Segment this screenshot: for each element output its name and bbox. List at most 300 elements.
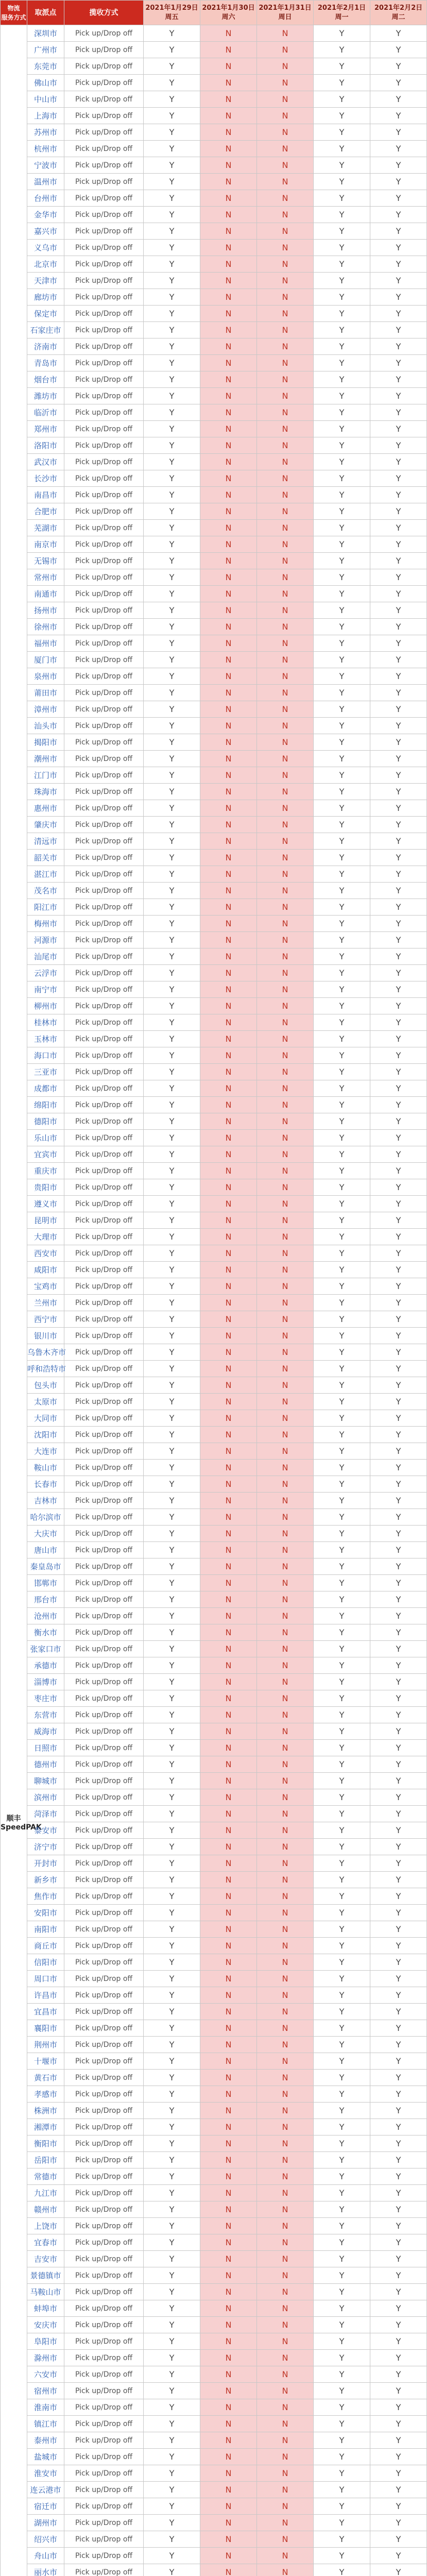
status-cell-date-2: N (200, 1558, 257, 1575)
status-cell-date-1: Y (144, 2218, 200, 2234)
method-cell: Pick up/Drop off (64, 2086, 144, 2103)
status-cell-date-5: Y (370, 2531, 427, 2548)
status-cell-date-3: N (257, 1130, 314, 1146)
method-cell: Pick up/Drop off (64, 487, 144, 503)
table-row (1, 289, 427, 306)
status-cell-date-5: Y (370, 108, 427, 124)
status-cell-date-3: N (257, 1311, 314, 1328)
table-row (1, 2432, 427, 2449)
status-cell-date-5: Y (370, 1113, 427, 1130)
table-row (1, 1328, 427, 1344)
status-cell-date-3: N (257, 1707, 314, 1723)
city-cell: 淄博市 (27, 1674, 64, 1690)
method-cell: Pick up/Drop off (64, 2136, 144, 2152)
status-cell-date-1: Y (144, 850, 200, 866)
status-cell-date-4: Y (314, 273, 370, 289)
table-row (1, 701, 427, 718)
status-cell-date-5: Y (370, 1542, 427, 1558)
table-row (1, 1542, 427, 1558)
table-row (1, 454, 427, 470)
status-cell-date-3: N (257, 2416, 314, 2432)
city-cell: 宿迁市 (27, 2498, 64, 2515)
city-cell: 宝鸡市 (27, 1278, 64, 1295)
status-cell-date-1: Y (144, 1773, 200, 1789)
status-cell-date-2: N (200, 1179, 257, 1196)
method-cell: Pick up/Drop off (64, 1822, 144, 1839)
method-cell: Pick up/Drop off (64, 1806, 144, 1822)
city-cell: 武汉市 (27, 454, 64, 470)
status-cell-date-3: N (257, 1888, 314, 1905)
status-cell-date-5: Y (370, 1657, 427, 1674)
status-cell-date-2: N (200, 2548, 257, 2564)
city-cell: 邯郸市 (27, 1575, 64, 1591)
table-row (1, 1822, 427, 1839)
city-cell: 宁波市 (27, 157, 64, 174)
city-cell: 常州市 (27, 569, 64, 586)
city-cell: 厦门市 (27, 652, 64, 668)
status-cell-date-1: Y (144, 25, 200, 42)
status-cell-date-4: Y (314, 58, 370, 75)
status-cell-date-3: N (257, 883, 314, 899)
city-cell: 遵义市 (27, 1196, 64, 1212)
status-cell-date-5: Y (370, 1493, 427, 1509)
status-cell-date-5: Y (370, 190, 427, 207)
status-cell-date-4: Y (314, 1047, 370, 1064)
status-cell-date-5: Y (370, 619, 427, 635)
status-cell-date-4: Y (314, 75, 370, 91)
method-cell: Pick up/Drop off (64, 371, 144, 388)
status-cell-date-5: Y (370, 2136, 427, 2152)
status-cell-date-2: N (200, 2564, 257, 2576)
city-cell: 天津市 (27, 273, 64, 289)
status-cell-date-2: N (200, 1921, 257, 1938)
status-cell-date-3: N (257, 586, 314, 602)
status-cell-date-2: N (200, 437, 257, 454)
status-cell-date-4: Y (314, 2416, 370, 2432)
status-cell-date-4: Y (314, 1855, 370, 1872)
table-row (1, 520, 427, 536)
status-cell-date-4: Y (314, 207, 370, 223)
city-cell: 济宁市 (27, 1839, 64, 1855)
method-cell: Pick up/Drop off (64, 1394, 144, 1410)
status-cell-date-1: Y (144, 2004, 200, 2020)
method-cell: Pick up/Drop off (64, 1460, 144, 1476)
table-row (1, 2070, 427, 2086)
status-cell-date-3: N (257, 437, 314, 454)
city-cell: 沈阳市 (27, 1427, 64, 1443)
status-cell-date-2: N (200, 2317, 257, 2333)
status-cell-date-3: N (257, 1031, 314, 1047)
city-cell: 东营市 (27, 1707, 64, 1723)
status-cell-date-1: Y (144, 2515, 200, 2531)
table-row (1, 553, 427, 569)
status-cell-date-5: Y (370, 1295, 427, 1311)
status-cell-date-1: Y (144, 998, 200, 1014)
status-cell-date-2: N (200, 685, 257, 701)
status-cell-date-5: Y (370, 1591, 427, 1608)
status-cell-date-4: Y (314, 1690, 370, 1707)
city-cell: 贵阳市 (27, 1179, 64, 1196)
status-cell-date-1: Y (144, 2086, 200, 2103)
status-cell-date-3: N (257, 404, 314, 421)
status-cell-date-3: N (257, 833, 314, 850)
status-cell-date-1: Y (144, 42, 200, 58)
status-cell-date-3: N (257, 2284, 314, 2300)
status-cell-date-4: Y (314, 1954, 370, 1971)
status-cell-date-1: Y (144, 1229, 200, 1245)
table-row (1, 1789, 427, 1806)
city-cell: 西安市 (27, 1245, 64, 1262)
table-row (1, 916, 427, 932)
table-row (1, 1212, 427, 1229)
status-cell-date-5: Y (370, 2053, 427, 2070)
city-cell: 株洲市 (27, 2103, 64, 2119)
status-cell-date-5: Y (370, 2399, 427, 2416)
city-cell: 南宁市 (27, 981, 64, 998)
status-cell-date-1: Y (144, 306, 200, 322)
status-cell-date-2: N (200, 141, 257, 157)
status-cell-date-2: N (200, 75, 257, 91)
city-cell: 荆州市 (27, 2037, 64, 2053)
status-cell-date-4: Y (314, 1163, 370, 1179)
table-row (1, 1938, 427, 1954)
city-cell: 济南市 (27, 338, 64, 355)
city-cell: 绍兴市 (27, 2531, 64, 2548)
status-cell-date-5: Y (370, 883, 427, 899)
status-cell-date-5: Y (370, 2234, 427, 2251)
status-cell-date-4: Y (314, 1641, 370, 1657)
method-cell: Pick up/Drop off (64, 75, 144, 91)
status-cell-date-1: Y (144, 948, 200, 965)
status-cell-date-3: N (257, 1443, 314, 1460)
header-date-3: 2021年1月31日 周日 (257, 1, 314, 25)
city-cell: 深圳市 (27, 25, 64, 42)
status-cell-date-5: Y (370, 981, 427, 998)
status-cell-date-2: N (200, 1855, 257, 1872)
status-cell-date-4: Y (314, 2020, 370, 2037)
status-cell-date-3: N (257, 91, 314, 108)
status-cell-date-5: Y (370, 1905, 427, 1921)
method-cell: Pick up/Drop off (64, 2432, 144, 2449)
method-cell: Pick up/Drop off (64, 1509, 144, 1526)
status-cell-date-3: N (257, 1146, 314, 1163)
status-cell-date-1: Y (144, 338, 200, 355)
method-cell: Pick up/Drop off (64, 701, 144, 718)
table-row (1, 1427, 427, 1443)
status-cell-date-3: N (257, 1526, 314, 1542)
method-cell: Pick up/Drop off (64, 289, 144, 306)
status-cell-date-1: Y (144, 470, 200, 487)
method-cell: Pick up/Drop off (64, 932, 144, 948)
method-cell: Pick up/Drop off (64, 207, 144, 223)
status-cell-date-1: Y (144, 1971, 200, 1987)
status-cell-date-2: N (200, 2037, 257, 2053)
status-cell-date-1: Y (144, 421, 200, 437)
status-cell-date-4: Y (314, 1476, 370, 1493)
status-cell-date-1: Y (144, 619, 200, 635)
status-cell-date-2: N (200, 668, 257, 685)
method-cell: Pick up/Drop off (64, 1558, 144, 1575)
city-cell: 保定市 (27, 306, 64, 322)
status-cell-date-3: N (257, 2234, 314, 2251)
city-cell: 临沂市 (27, 404, 64, 421)
city-cell: 成都市 (27, 1080, 64, 1097)
method-cell: Pick up/Drop off (64, 437, 144, 454)
status-cell-date-2: N (200, 1047, 257, 1064)
method-cell: Pick up/Drop off (64, 2383, 144, 2399)
method-cell: Pick up/Drop off (64, 1987, 144, 2004)
status-cell-date-2: N (200, 2053, 257, 2070)
status-cell-date-1: Y (144, 1179, 200, 1196)
status-cell-date-1: Y (144, 1855, 200, 1872)
status-cell-date-1: Y (144, 1756, 200, 1773)
city-cell: 西宁市 (27, 1311, 64, 1328)
method-cell: Pick up/Drop off (64, 338, 144, 355)
city-cell: 秦皇岛市 (27, 1558, 64, 1575)
status-cell-date-4: Y (314, 2432, 370, 2449)
table-row (1, 1773, 427, 1789)
method-cell: Pick up/Drop off (64, 718, 144, 734)
status-cell-date-1: Y (144, 157, 200, 174)
status-cell-date-2: N (200, 273, 257, 289)
status-cell-date-3: N (257, 1064, 314, 1080)
table-row (1, 223, 427, 240)
status-cell-date-5: Y (370, 1690, 427, 1707)
status-cell-date-3: N (257, 1113, 314, 1130)
method-cell: Pick up/Drop off (64, 2399, 144, 2416)
status-cell-date-5: Y (370, 2317, 427, 2333)
table-row (1, 569, 427, 586)
status-cell-date-4: Y (314, 685, 370, 701)
status-cell-date-2: N (200, 932, 257, 948)
status-cell-date-1: Y (144, 1064, 200, 1080)
method-cell: Pick up/Drop off (64, 1361, 144, 1377)
table-row (1, 1245, 427, 1262)
status-cell-date-2: N (200, 1509, 257, 1526)
status-cell-date-5: Y (370, 2300, 427, 2317)
status-cell-date-1: Y (144, 404, 200, 421)
table-row (1, 1064, 427, 1080)
status-cell-date-1: Y (144, 322, 200, 338)
table-row (1, 2168, 427, 2185)
table-row (1, 1262, 427, 1278)
table-row (1, 371, 427, 388)
status-cell-date-1: Y (144, 1476, 200, 1493)
table-row (1, 1410, 427, 1427)
status-cell-date-3: N (257, 965, 314, 981)
status-cell-date-4: Y (314, 174, 370, 190)
status-cell-date-5: Y (370, 1212, 427, 1229)
table-row (1, 2103, 427, 2119)
header-date-2: 2021年1月30日 周六 (200, 1, 257, 25)
status-cell-date-5: Y (370, 2564, 427, 2576)
status-cell-date-3: N (257, 1575, 314, 1591)
table-row (1, 124, 427, 141)
status-cell-date-2: N (200, 2004, 257, 2020)
method-cell: Pick up/Drop off (64, 685, 144, 701)
status-cell-date-3: N (257, 2333, 314, 2350)
city-cell: 湛江市 (27, 866, 64, 883)
status-cell-date-4: Y (314, 2449, 370, 2465)
status-cell-date-5: Y (370, 2449, 427, 2465)
status-cell-date-1: Y (144, 503, 200, 520)
status-cell-date-4: Y (314, 108, 370, 124)
city-cell: 茂名市 (27, 883, 64, 899)
status-cell-date-2: N (200, 817, 257, 833)
status-cell-date-2: N (200, 536, 257, 553)
status-cell-date-3: N (257, 58, 314, 75)
status-cell-date-3: N (257, 1179, 314, 1196)
status-cell-date-2: N (200, 569, 257, 586)
method-cell: Pick up/Drop off (64, 751, 144, 767)
status-cell-date-5: Y (370, 833, 427, 850)
status-cell-date-4: Y (314, 306, 370, 322)
status-cell-date-5: Y (370, 751, 427, 767)
status-cell-date-3: N (257, 273, 314, 289)
city-cell: 昆明市 (27, 1212, 64, 1229)
status-cell-date-2: N (200, 2432, 257, 2449)
status-cell-date-2: N (200, 2482, 257, 2498)
method-cell: Pick up/Drop off (64, 2482, 144, 2498)
city-cell: 大庆市 (27, 1526, 64, 1542)
status-cell-date-5: Y (370, 124, 427, 141)
status-cell-date-4: Y (314, 240, 370, 256)
table-row (1, 1888, 427, 1905)
status-cell-date-3: N (257, 1394, 314, 1410)
status-cell-date-1: Y (144, 1047, 200, 1064)
status-cell-date-4: Y (314, 1080, 370, 1097)
city-cell: 衡水市 (27, 1624, 64, 1641)
city-cell: 淮南市 (27, 2399, 64, 2416)
status-cell-date-5: Y (370, 1460, 427, 1476)
status-cell-date-2: N (200, 800, 257, 817)
status-cell-date-5: Y (370, 1707, 427, 1723)
method-cell: Pick up/Drop off (64, 553, 144, 569)
status-cell-date-5: Y (370, 388, 427, 404)
method-cell: Pick up/Drop off (64, 734, 144, 751)
status-cell-date-5: Y (370, 273, 427, 289)
table-row (1, 2350, 427, 2366)
city-cell: 赣州市 (27, 2201, 64, 2218)
status-cell-date-3: N (257, 174, 314, 190)
city-cell: 沧州市 (27, 1608, 64, 1624)
status-cell-date-1: Y (144, 2383, 200, 2399)
table-row (1, 784, 427, 800)
status-cell-date-5: Y (370, 1987, 427, 2004)
status-cell-date-1: Y (144, 1427, 200, 1443)
status-cell-date-4: Y (314, 1872, 370, 1888)
status-cell-date-5: Y (370, 2432, 427, 2449)
status-cell-date-5: Y (370, 1526, 427, 1542)
status-cell-date-2: N (200, 1526, 257, 1542)
status-cell-date-3: N (257, 2300, 314, 2317)
status-cell-date-2: N (200, 2498, 257, 2515)
status-cell-date-5: Y (370, 306, 427, 322)
status-cell-date-4: Y (314, 190, 370, 207)
city-cell: 韶关市 (27, 850, 64, 866)
city-cell: 潍坊市 (27, 388, 64, 404)
status-cell-date-1: Y (144, 718, 200, 734)
table-row (1, 586, 427, 602)
city-cell: 莆田市 (27, 685, 64, 701)
table-row (1, 174, 427, 190)
table-row (1, 25, 427, 42)
status-cell-date-4: Y (314, 503, 370, 520)
status-cell-date-3: N (257, 1245, 314, 1262)
status-cell-date-3: N (257, 388, 314, 404)
status-cell-date-5: Y (370, 2333, 427, 2350)
table-row (1, 306, 427, 322)
status-cell-date-3: N (257, 2070, 314, 2086)
status-cell-date-2: N (200, 1839, 257, 1855)
status-cell-date-5: Y (370, 1773, 427, 1789)
status-cell-date-3: N (257, 2152, 314, 2168)
status-cell-date-3: N (257, 701, 314, 718)
table-row (1, 1460, 427, 1476)
status-cell-date-2: N (200, 454, 257, 470)
status-cell-date-1: Y (144, 1789, 200, 1806)
status-cell-date-5: Y (370, 223, 427, 240)
status-cell-date-4: Y (314, 619, 370, 635)
table-row (1, 1839, 427, 1855)
status-cell-date-2: N (200, 866, 257, 883)
method-cell: Pick up/Drop off (64, 2251, 144, 2267)
city-cell: 惠州市 (27, 800, 64, 817)
method-cell: Pick up/Drop off (64, 817, 144, 833)
table-row (1, 388, 427, 404)
status-cell-date-1: Y (144, 1328, 200, 1344)
status-cell-date-5: Y (370, 899, 427, 916)
status-cell-date-3: N (257, 2317, 314, 2333)
city-cell: 湖州市 (27, 2515, 64, 2531)
status-cell-date-2: N (200, 635, 257, 652)
city-cell: 安阳市 (27, 1905, 64, 1921)
status-cell-date-4: Y (314, 569, 370, 586)
status-cell-date-2: N (200, 883, 257, 899)
method-cell: Pick up/Drop off (64, 767, 144, 784)
status-cell-date-5: Y (370, 2185, 427, 2201)
table-row (1, 190, 427, 207)
status-cell-date-2: N (200, 1344, 257, 1361)
status-cell-date-1: Y (144, 2317, 200, 2333)
status-cell-date-2: N (200, 108, 257, 124)
method-cell: Pick up/Drop off (64, 1674, 144, 1690)
status-cell-date-3: N (257, 2267, 314, 2284)
status-cell-date-5: Y (370, 586, 427, 602)
status-cell-date-1: Y (144, 751, 200, 767)
status-cell-date-1: Y (144, 2185, 200, 2201)
city-cell: 大连市 (27, 1443, 64, 1460)
status-cell-date-2: N (200, 2218, 257, 2234)
table-row (1, 1278, 427, 1295)
status-cell-date-3: N (257, 2548, 314, 2564)
status-cell-date-4: Y (314, 1756, 370, 1773)
method-cell: Pick up/Drop off (64, 58, 144, 75)
status-cell-date-5: Y (370, 718, 427, 734)
method-cell: Pick up/Drop off (64, 1113, 144, 1130)
status-cell-date-4: Y (314, 322, 370, 338)
city-cell: 安庆市 (27, 2317, 64, 2333)
status-cell-date-1: Y (144, 487, 200, 503)
status-cell-date-2: N (200, 2103, 257, 2119)
status-cell-date-1: Y (144, 1080, 200, 1097)
status-cell-date-2: N (200, 1971, 257, 1987)
status-cell-date-5: Y (370, 454, 427, 470)
city-cell: 湘潭市 (27, 2119, 64, 2136)
status-cell-date-5: Y (370, 817, 427, 833)
status-cell-date-2: N (200, 701, 257, 718)
city-cell: 南京市 (27, 536, 64, 553)
